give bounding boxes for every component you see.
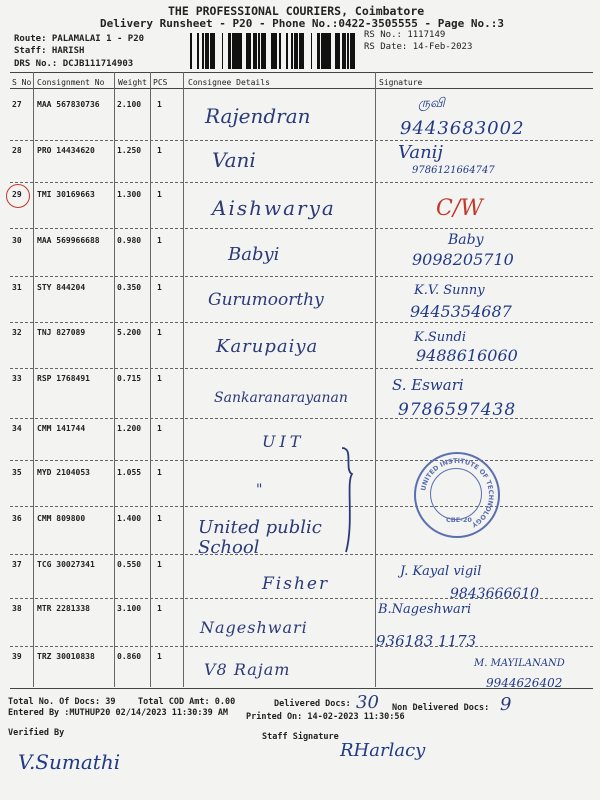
row-weight: 1.250 xyxy=(117,146,142,155)
barcode-bar xyxy=(322,33,325,69)
row-sno: 31 xyxy=(12,283,22,292)
row-sno: 30 xyxy=(12,236,22,245)
col-header-weight: Weight xyxy=(118,78,147,87)
row-divider xyxy=(10,460,593,461)
barcode-bar xyxy=(295,33,296,69)
company-title: THE PROFESSIONAL COURIERS, Coimbatore xyxy=(168,4,425,18)
phone-handwritten: 9843666610 xyxy=(450,586,540,602)
row-sno: 32 xyxy=(12,328,22,337)
phone-handwritten: 9944626402 xyxy=(486,676,563,690)
signature-handwritten: J. Kayal vigil xyxy=(400,564,482,579)
row-sno: 36 xyxy=(12,514,22,523)
stamp-ring-text: UNITED INSTITUTE OF TECHNOLOGY xyxy=(419,456,496,529)
row-weight: 2.100 xyxy=(117,100,142,109)
barcode-bar xyxy=(232,33,233,69)
signature-handwritten: C/W xyxy=(436,196,483,221)
barcode-bar xyxy=(347,33,349,69)
phone-handwritten: 9443683002 xyxy=(400,118,525,139)
institution-stamp xyxy=(414,452,500,538)
consignee-name-handwritten: Gurumoorthy xyxy=(208,290,324,310)
consignee-name-handwritten: United public School xyxy=(198,517,322,558)
barcode-bar xyxy=(236,33,239,69)
barcode-bar xyxy=(261,33,264,69)
entered-by: Entered By :MUTHUP20 02/14/2023 11:30:39 AM xyxy=(8,708,229,718)
rs-date: RS Date: 14-Feb-2023 xyxy=(364,42,473,52)
barcode-bar xyxy=(246,33,248,69)
row-weight: 5.200 xyxy=(117,328,142,337)
row-pcs: 1 xyxy=(157,560,162,569)
barcode-bar xyxy=(197,33,199,69)
row-sno: 28 xyxy=(12,146,22,155)
row-consignment: TRZ 30010838 xyxy=(37,652,95,661)
col-divider xyxy=(150,72,151,687)
barcode-bar xyxy=(271,33,274,69)
barcode-bar xyxy=(205,33,206,69)
row-divider xyxy=(10,506,593,507)
consignee-name-handwritten: " xyxy=(256,482,263,498)
route-label: Route: PALAMALAI 1 - P20 xyxy=(14,34,145,44)
barcode-bar xyxy=(299,33,301,69)
phone-handwritten: 9786121664747 xyxy=(412,165,495,176)
barcode-bar xyxy=(210,33,212,69)
barcode-bar xyxy=(228,33,231,69)
row-pcs: 1 xyxy=(157,424,162,433)
barcode-bar xyxy=(339,33,340,69)
signature-handwritten: B.Nageshwari xyxy=(378,602,472,617)
barcode-bar xyxy=(317,33,320,69)
row-sno: 35 xyxy=(12,468,22,477)
signature-handwritten: S. Eswari xyxy=(392,376,464,394)
barcode-bar xyxy=(328,33,329,69)
barcode-bar xyxy=(207,33,209,69)
barcode-bar xyxy=(350,33,353,69)
total-cod: Total COD Amt: 0.00 xyxy=(138,697,236,707)
row-consignment: CMM 141744 xyxy=(37,424,86,433)
row-divider xyxy=(10,554,593,555)
signature-handwritten: M. MAYILANAND xyxy=(474,658,565,669)
col-header-pcs: PCS xyxy=(153,78,168,87)
row-pcs: 1 xyxy=(157,146,162,155)
row-consignment: STY 844204 xyxy=(37,283,86,292)
row-sno: 27 xyxy=(12,100,22,109)
non-delivered-label: Non Delivered Docs: xyxy=(392,703,490,713)
row-pcs: 1 xyxy=(157,190,162,199)
consignee-name-handwritten: Fisher xyxy=(262,574,330,594)
row-weight: 0.860 xyxy=(117,652,142,661)
barcode-bar xyxy=(250,33,251,69)
total-docs: Total No. Of Docs: 39 xyxy=(8,697,116,707)
barcode xyxy=(190,33,358,69)
col-divider xyxy=(375,72,376,687)
signature-handwritten: K.Sundi xyxy=(414,330,466,345)
barcode-bar xyxy=(294,33,295,69)
consignee-name-handwritten: Aishwarya xyxy=(212,196,336,220)
barcode-bar xyxy=(279,33,281,69)
consignee-name-handwritten: Vani xyxy=(212,148,256,172)
row-consignment: MTR 2281338 xyxy=(37,604,90,613)
row-pcs: 1 xyxy=(157,328,162,337)
row-consignment: MYD 2104053 xyxy=(37,468,90,477)
consignee-name-handwritten: Karupaiya xyxy=(216,336,319,357)
barcode-bar xyxy=(329,33,330,69)
col-divider xyxy=(33,72,34,687)
verified-signature: V.Sumathi xyxy=(18,750,121,774)
staff-label: Staff: HARISH xyxy=(14,46,85,56)
row-sno: 38 xyxy=(12,604,22,613)
barcode-bar xyxy=(233,33,236,69)
row-divider xyxy=(10,276,593,277)
row-sno: 34 xyxy=(12,424,22,433)
runsheet-title: Delivery Runsheet - P20 - Phone No.:0422-3505555 - Page No.:3 xyxy=(100,17,504,30)
consignee-name-handwritten: Nageshwari xyxy=(200,618,308,637)
barcode-bar xyxy=(330,33,331,69)
rs-number: RS No.: 1117149 xyxy=(364,30,446,40)
row-consignment: TCG 30027341 xyxy=(37,560,95,569)
row-pcs: 1 xyxy=(157,100,162,109)
col-divider xyxy=(114,72,115,687)
consignee-name-handwritten: Rajendran xyxy=(205,104,311,128)
barcode-bar xyxy=(253,33,254,69)
row-weight: 0.550 xyxy=(117,560,142,569)
col-header-consignee: Consignee Details xyxy=(188,78,270,87)
phone-handwritten: 936183 1173 xyxy=(376,632,477,650)
barcode-bar xyxy=(291,33,293,69)
barcode-bar xyxy=(337,33,339,69)
row-consignment: TNJ 827089 xyxy=(37,328,86,337)
barcode-bar xyxy=(264,33,266,69)
row-pcs: 1 xyxy=(157,374,162,383)
row-weight: 1.300 xyxy=(117,190,142,199)
barcode-bar xyxy=(274,33,277,69)
barcode-bar xyxy=(301,33,304,69)
barcode-bar xyxy=(248,33,250,69)
barcode-bar xyxy=(190,33,192,69)
barcode-bar xyxy=(222,33,223,69)
non-delivered-handwritten: 9 xyxy=(500,694,512,715)
row-consignment: MAA 567830736 xyxy=(37,100,100,109)
col-divider xyxy=(183,72,184,687)
barcode-bar xyxy=(206,33,207,69)
barcode-bar xyxy=(296,33,298,69)
table-top-border xyxy=(10,72,593,73)
barcode-bar xyxy=(258,33,260,69)
barcode-bar xyxy=(240,33,241,69)
drs-number: DRS No.: DCJB111714903 xyxy=(14,59,134,69)
row-consignment: RSP 1768491 xyxy=(37,374,90,383)
consignee-name-handwritten: Babyi xyxy=(228,244,280,265)
row-pcs: 1 xyxy=(157,236,162,245)
row-divider xyxy=(10,646,593,647)
barcode-bar xyxy=(321,33,322,69)
row-weight: 0.980 xyxy=(117,236,142,245)
row-sno: 29 xyxy=(12,190,22,199)
table-bottom-border xyxy=(10,688,593,689)
stamp-code: CBE-20 xyxy=(446,516,472,524)
row-consignment: CMM 809800 xyxy=(37,514,86,523)
barcode-bar xyxy=(311,33,312,69)
signature-handwritten: K.V. Sunny xyxy=(414,283,485,298)
row-divider xyxy=(10,322,593,323)
row-pcs: 1 xyxy=(157,283,162,292)
row-weight: 1.055 xyxy=(117,468,142,477)
row-weight: 1.200 xyxy=(117,424,142,433)
phone-handwritten: 9786597438 xyxy=(398,400,517,420)
row-sno: 39 xyxy=(12,652,22,661)
row-divider xyxy=(10,182,593,183)
staff-signature-label: Staff Signature xyxy=(262,732,339,742)
phone-handwritten: 9445354687 xyxy=(410,302,512,321)
barcode-bar xyxy=(212,33,215,69)
row-divider xyxy=(10,140,593,141)
consignee-name-handwritten: Sankaranarayanan xyxy=(214,390,348,406)
consignee-name-handwritten: UIT xyxy=(262,432,305,451)
delivered-docs-handwritten: 30 xyxy=(356,692,379,713)
barcode-bar xyxy=(325,33,328,69)
row-weight: 3.100 xyxy=(117,604,142,613)
barcode-bar xyxy=(335,33,337,69)
signature-handwritten: ருவி xyxy=(418,96,445,111)
barcode-bar xyxy=(343,33,346,69)
row-consignment: PRO 14434620 xyxy=(37,146,95,155)
row-weight: 0.350 xyxy=(117,283,142,292)
barcode-bar xyxy=(241,33,242,69)
barcode-bar xyxy=(254,33,257,69)
delivered-docs-label: Delivered Docs: xyxy=(274,699,351,709)
row-consignment: MAA 569966688 xyxy=(37,236,100,245)
verified-by-label: Verified By xyxy=(8,728,65,738)
signature-handwritten: Baby xyxy=(448,232,484,248)
row-sno: 33 xyxy=(12,374,22,383)
row-consignment: TMI 30169663 xyxy=(37,190,95,199)
staff-signature: RHarlacy xyxy=(340,740,426,761)
row-weight: 0.715 xyxy=(117,374,142,383)
row-pcs: 1 xyxy=(157,468,162,477)
phone-handwritten: 9488616060 xyxy=(416,346,518,365)
row-sno: 37 xyxy=(12,560,22,569)
col-header-signature: Signature xyxy=(379,78,423,87)
barcode-bar xyxy=(342,33,343,69)
row-pcs: 1 xyxy=(157,604,162,613)
phone-handwritten: 9098205710 xyxy=(412,250,514,269)
barcode-bar xyxy=(239,33,240,69)
barcode-bar xyxy=(286,33,288,69)
row-divider xyxy=(10,418,593,419)
row-pcs: 1 xyxy=(157,514,162,523)
barcode-bar xyxy=(353,33,355,69)
col-header-consignment: Consignment No xyxy=(37,78,105,87)
barcode-bar xyxy=(202,33,204,69)
row-weight: 1.400 xyxy=(117,514,142,523)
signature-handwritten: Vanij xyxy=(398,142,444,163)
row-divider xyxy=(10,228,593,229)
table-header-border xyxy=(10,88,593,89)
col-header-sno: S No xyxy=(12,78,32,87)
consignee-name-handwritten: V8 Rajam xyxy=(204,660,291,679)
row-divider xyxy=(10,368,593,369)
row-pcs: 1 xyxy=(157,652,162,661)
printed-on: Printed On: 14-02-2023 11:30:56 xyxy=(246,712,405,722)
row-divider xyxy=(10,598,593,599)
